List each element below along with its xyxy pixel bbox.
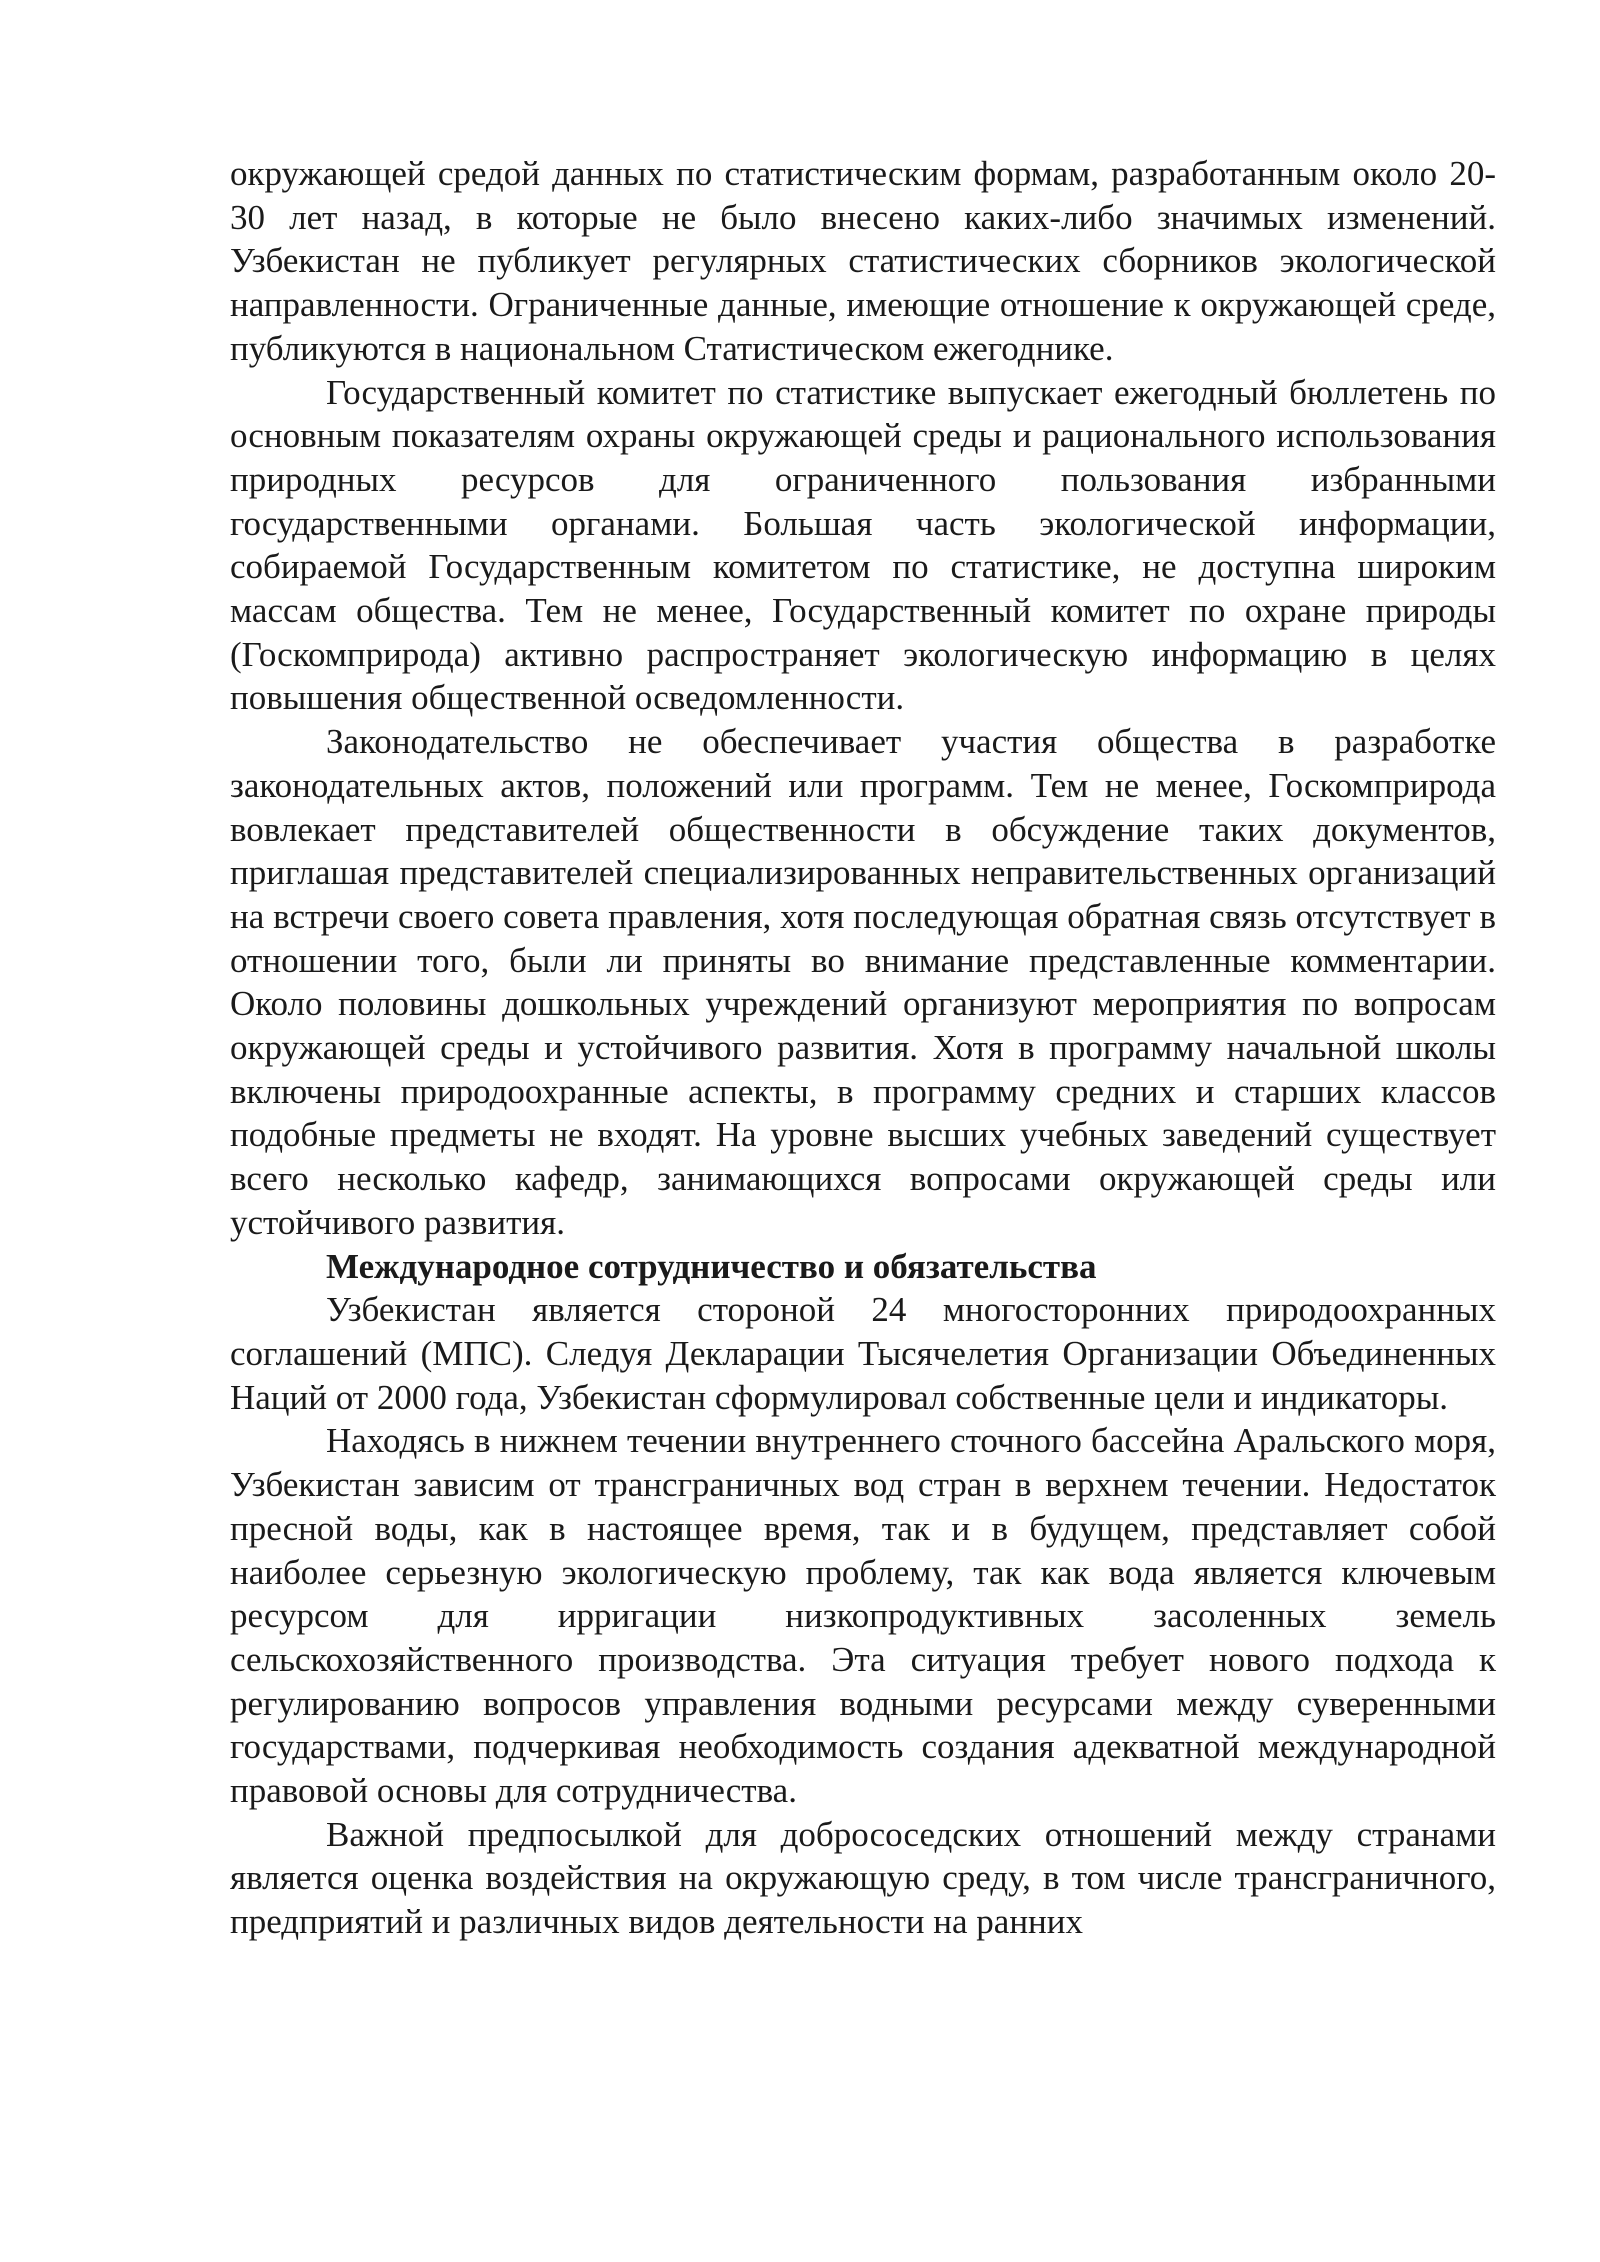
paragraph-transboundary-waters: Находясь в нижнем течении внутреннего сточного бассейна Аральского моря, Узбекистан зависим от трансграничных вод стран в верхнем течении. Недостаток пресной воды, как в настоящее время, так и в будущем, представляет собой наиболее серьезную экологическую проблему, так как вода является ключевым ресурсом для ирригации низкопродуктивных засоленных земель сельскохозяйственного производства. Эта ситуация требует нового подхода к регулированию вопросов управления водными ресурсами между суверенными государствами, подчеркивая необходимость создания адекватной международной правовой основы для сотрудничества. bbox=[230, 1421, 1496, 1811]
document-page bbox=[230, 152, 1496, 1944]
section-heading-international-cooperation: Международное сотрудничество и обязательства bbox=[326, 1246, 1097, 1286]
paragraph-legislation-public-participation: Законодательство не обеспечивает участия общества в разработке законодательных актов, положений или программ. Тем не менее, Госкомприрода вовлекает представителей общественности в обсуждение таких документов, приглашая представителей специализированных неправительственных организаций на встречи своего совета правления, хотя последующая обратная связь отсутствует в отношении того, были ли приняты во внимание представленные комментарии. Около половины дошкольных учреждений организуют мероприятия по вопросам окружающей среды и устойчивого развития. Хотя в программу начальной школы включены природоохранные аспекты, в программу средних и старших классов подобные предметы не входят. На уровне высших учебных заведений существует всего несколько кафедр, занимающихся вопросами окружающей среды или устойчивого развития. bbox=[230, 722, 1496, 1242]
paragraph-statistics-continued: окружающей средой данных по статистическим формам, разработанным около 20-30 лет назад, в которые не было внесено каких-либо значимых изменений. Узбекистан не публикует регулярных статистических сборников экологической направленности. Ограниченные данные, имеющие отношение к окружающей среде, публикуются в национальном Статистическом ежегоднике. bbox=[230, 154, 1496, 368]
paragraph-multilateral-agreements: Узбекистан является стороной 24 многосторонних природоохранных соглашений (МПС). Следуя Декларации Тысячелетия Организации Объединенных Наций от 2000 года, Узбекистан сформулировал собственные цели и индикаторы. bbox=[230, 1290, 1496, 1417]
paragraph-environmental-impact-assessment: Важной предпосылкой для добрососедских отношений между странами является оценка воздействия на окружающую среду, в том числе трансграничного, предприятий и различных видов деятельности на ранних bbox=[230, 1814, 1496, 1942]
paragraph-state-committee-bulletin: Государственный комитет по статистике выпускает ежегодный бюллетень по основным показателям охраны окружающей среды и рационального использования природных ресурсов для ограниченного пользования избранными государственными органами. Большая часть экологической информации, собираемой Государственным комитетом по статистике, не доступна широким массам общества. Тем не менее, Государственный комитет по охране природы (Госкомприрода) активно распространяет экологическую информацию в целях повышения общественной осведомленности. bbox=[230, 372, 1496, 718]
